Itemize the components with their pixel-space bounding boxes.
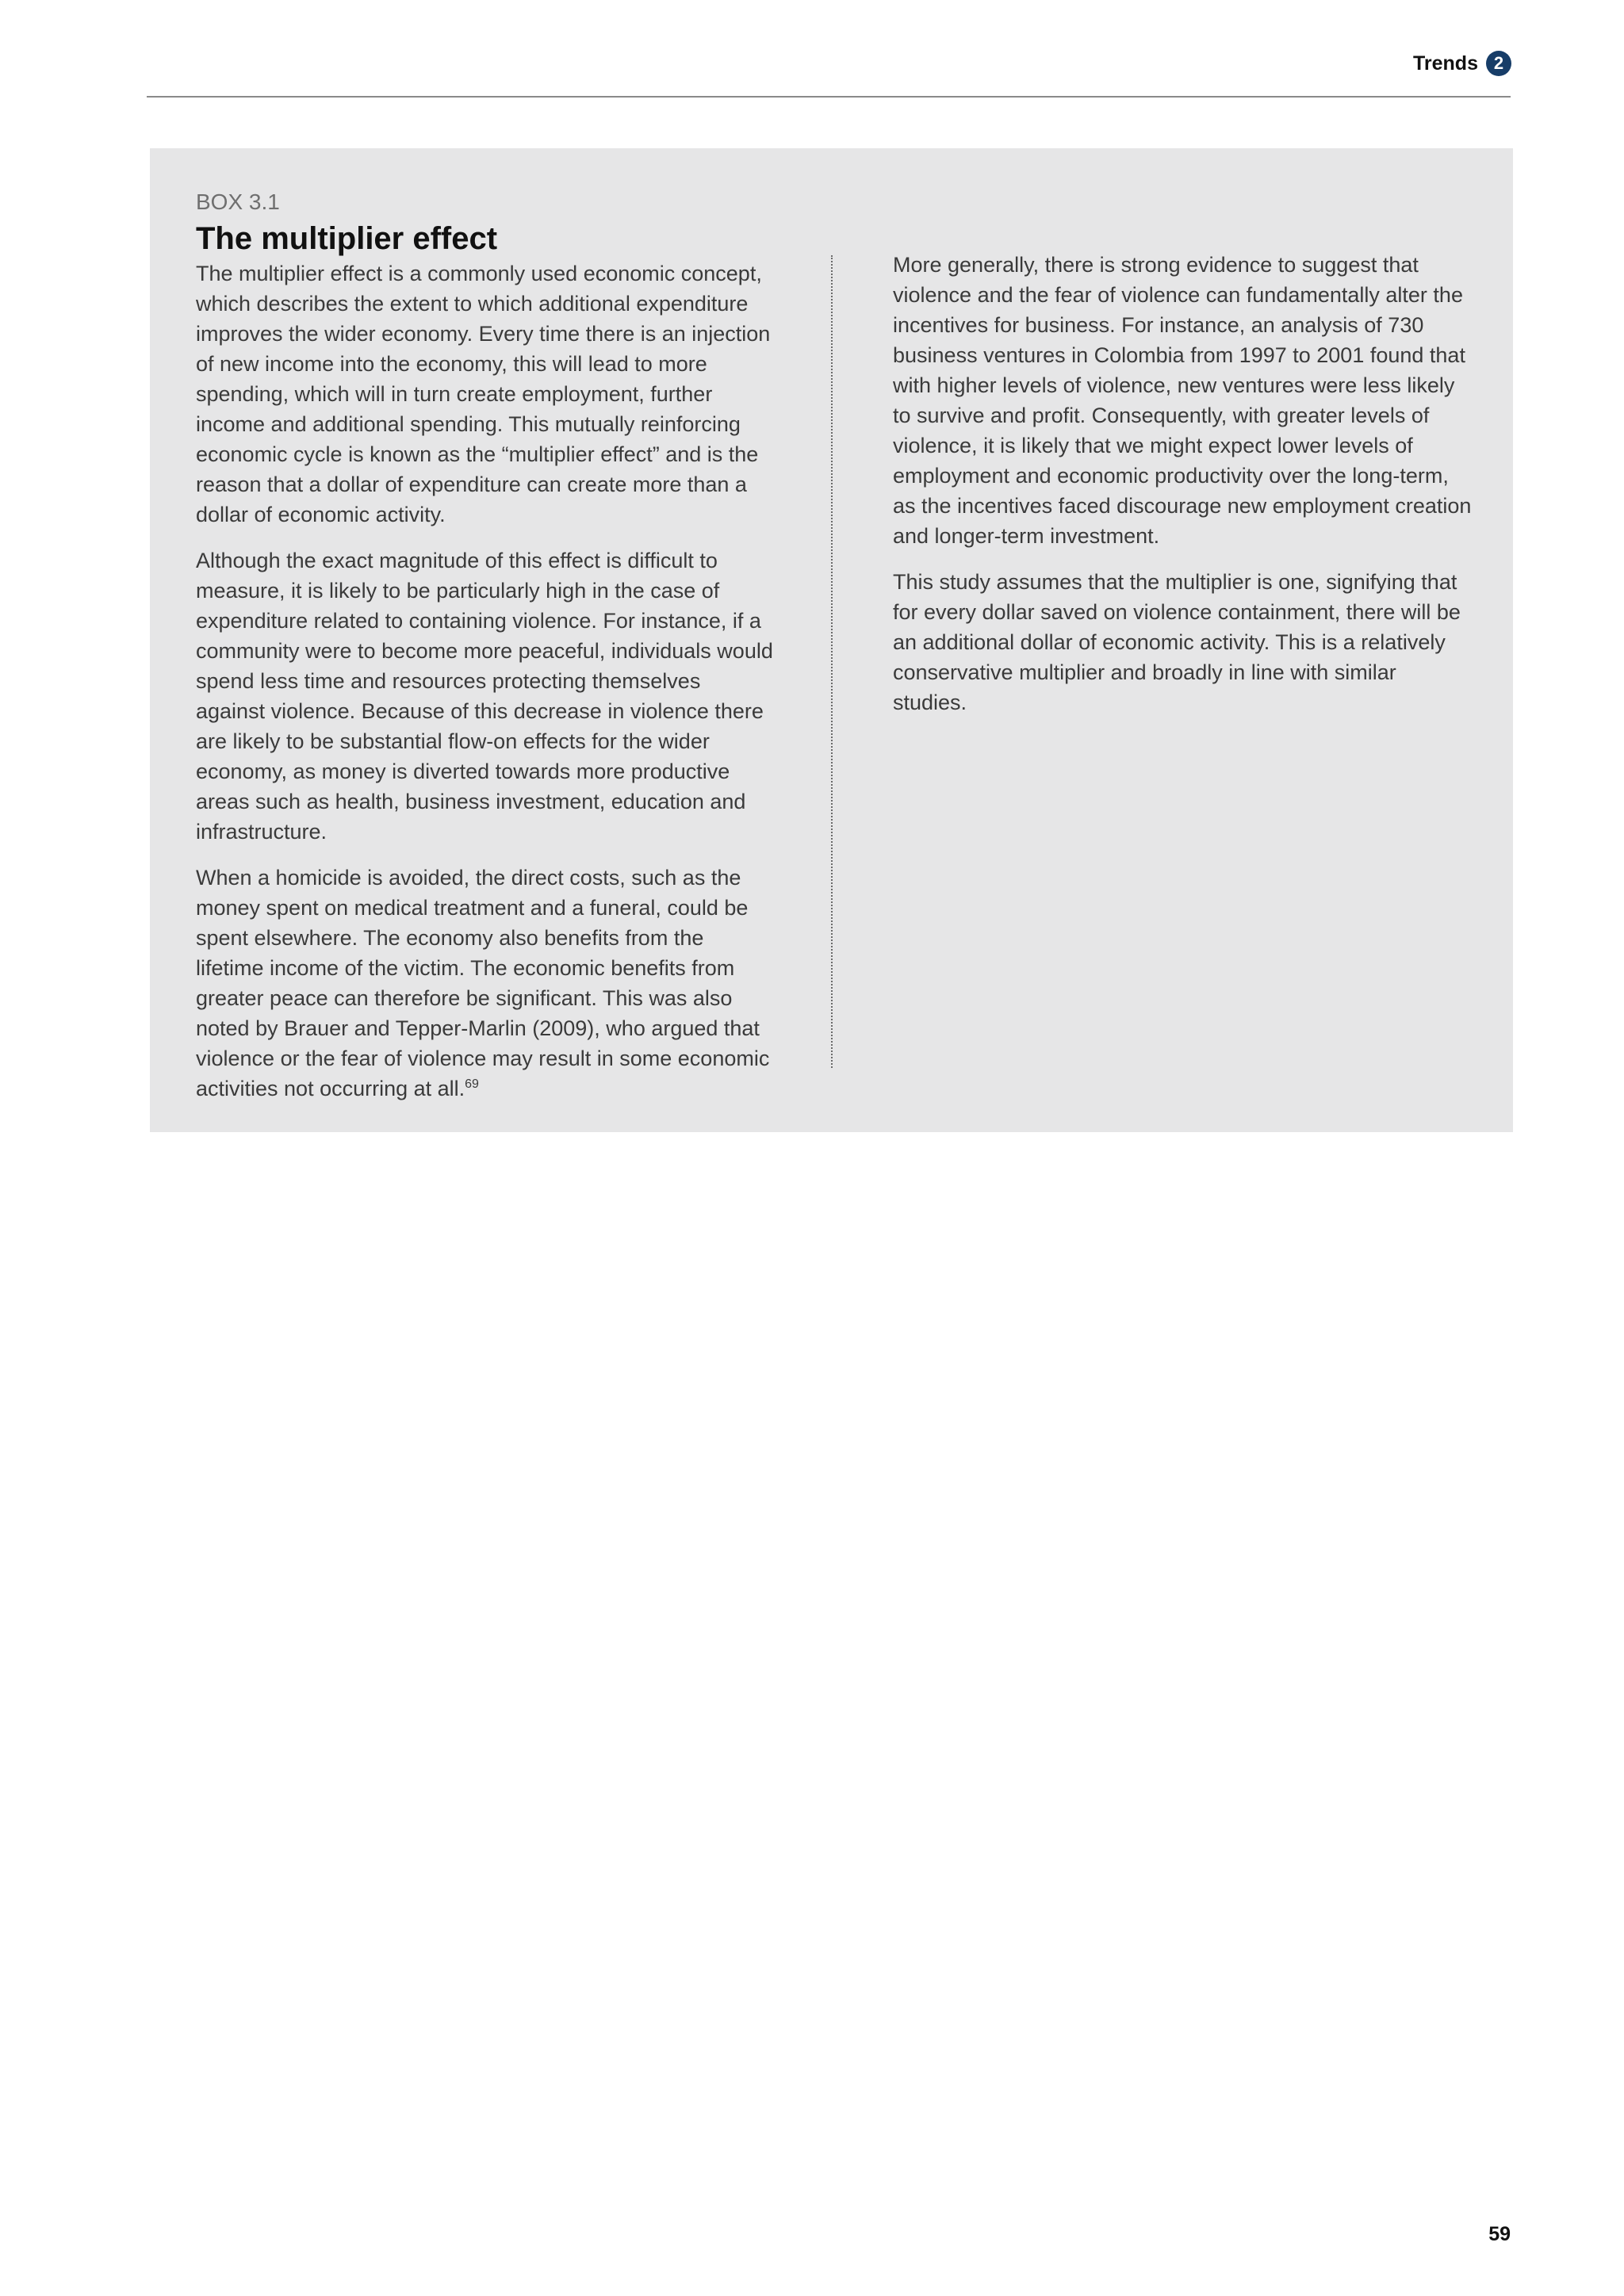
paragraph: Although the exact magnitude of this effect is difficult to measure, it is likely to be particularly high in the case of expenditure related to containing violence. For instance, if a community were to become more peaceful, individuals would spend less time and resources protecting themselves against violence. Because of this decrease in violence there are likely to be substantial flow-on effects for the wider economy, as money is diverted towards more productive areas such as health, business investment, education and infrastructure. xyxy=(196,549,773,844)
header-rule xyxy=(147,96,1511,98)
paragraph: More generally, there is strong evidence to suggest that violence and the fear of violence can fundamentally alter the incentives for business. For instance, an analysis of 730 business ventures in Colombia from 1997 to 2001 found that with higher levels of violence, new ventures were less likely to survive and profit. Consequently, with greater levels of violence, it is likely that we might expect lower levels of employment and economic productivity over the long-term, as the incentives faced discourage new employment creation and longer-term investment. xyxy=(893,253,1472,548)
page-number: 59 xyxy=(1488,2223,1511,2245)
paragraph: This study assumes that the multiplier is one, signifying that for every dollar saved on violence containment, there will be an additional dollar of economic activity. This is a relatively conservative multiplier and broadly in line with similar studies. xyxy=(893,570,1461,714)
right-column xyxy=(893,250,1476,733)
box-label: BOX 3.1 xyxy=(196,189,280,214)
running-header xyxy=(1413,51,1511,76)
paragraph-text: When a homicide is avoided, the direct costs, such as the money spent on medical treatment and a funeral, could be spent elsewhere. The economy also benefits from the lifetime income of the victim. The economic benefits from greater peace can therefore be significant. This was also noted by Brauer and Tepper-Marlin (2009), who argued that violence or the fear of violence may result in some economic activities not occurring at all. xyxy=(196,866,770,1100)
box-panel xyxy=(150,148,1513,1132)
left-column xyxy=(196,258,775,1119)
box-title: The multiplier effect xyxy=(196,221,498,256)
footnote-reference: 69 xyxy=(465,1077,479,1091)
paragraph-with-footnote xyxy=(196,863,775,1104)
paragraph: The multiplier effect is a commonly used economic concept, which describes the extent to which additional expenditure improves the wider economy. Every time there is an injection of new income into the economy, this will lead to more spending, which will in turn create employment, further income and additional spending. This mutually reinforcing economic cycle is known as the “multiplier effect” and is the reason that a dollar of expenditure can create more than a dollar of economic activity. xyxy=(196,262,771,526)
chapter-number-badge: 2 xyxy=(1486,51,1511,76)
column-divider xyxy=(831,255,833,1068)
section-label: Trends xyxy=(1413,52,1478,75)
